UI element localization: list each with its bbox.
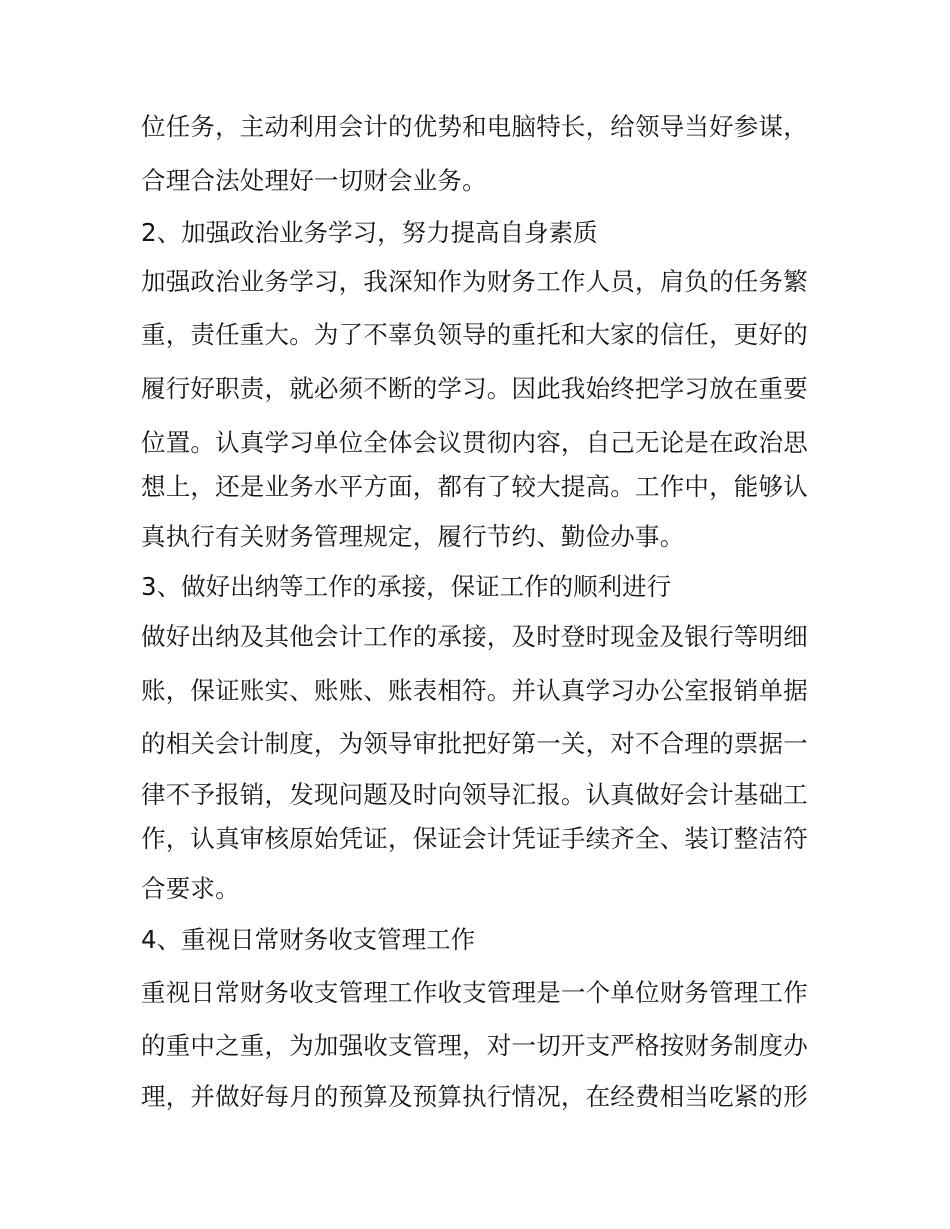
paragraph-line: 加强政治业务学习，我深知作为财务工作人员，肩负的任务繁 [141, 267, 808, 296]
paragraph-line: 律不予报销，发现问题及时向领导汇报。认真做好会计基础工 [141, 780, 808, 809]
section-heading-2: 2、加强政治业务学习，努力提高自身素质 [141, 218, 598, 247]
paragraph-line: 理，并做好每月的预算及预算执行情况，在经费相当吃紧的形 [141, 1082, 808, 1111]
paragraph-line: 账，保证账实、账账、账表相符。并认真学习办公室报销单据 [141, 676, 808, 705]
paragraph-line: 重视日常财务收支管理工作收支管理是一个单位财务管理工作 [141, 978, 808, 1007]
paragraph-line: 的重中之重，为加强收支管理，对一切开支严格按财务制度办 [141, 1031, 808, 1060]
section-heading-4: 4、重视日常财务收支管理工作 [141, 925, 476, 954]
paragraph-line: 履行好职责，就必须不断的学习。因此我始终把学习放在重要 [141, 374, 808, 403]
paragraph-line: 重，责任重大。为了不辜负领导的重托和大家的信任，更好的 [141, 320, 808, 349]
paragraph-line: 合理合法处理好一切财会业务。 [141, 166, 487, 195]
paragraph-line: 做好出纳及其他会计工作的承接，及时登时现金及银行等明细 [141, 622, 808, 651]
paragraph-line: 作，认真审核原始凭证，保证会计凭证手续齐全、装订整洁符 [141, 824, 808, 853]
paragraph-line: 想上，还是业务水平方面，都有了较大提高。工作中，能够认 [141, 472, 808, 501]
paragraph-line: 位置。认真学习单位全体会议贯彻内容，自己无论是在政治思 [141, 428, 808, 457]
paragraph-line: 位任务，主动利用会计的优势和电脑特长，给领导当好参谋， [141, 112, 808, 141]
paragraph-line: 的相关会计制度，为领导审批把好第一关，对不合理的票据一 [141, 729, 808, 758]
paragraph-line: 真执行有关财务管理规定，履行节约、勤俭办事。 [141, 522, 685, 551]
section-heading-3: 3、做好出纳等工作的承接，保证工作的顺利进行 [141, 572, 672, 601]
paragraph-line: 合要求。 [141, 874, 240, 903]
